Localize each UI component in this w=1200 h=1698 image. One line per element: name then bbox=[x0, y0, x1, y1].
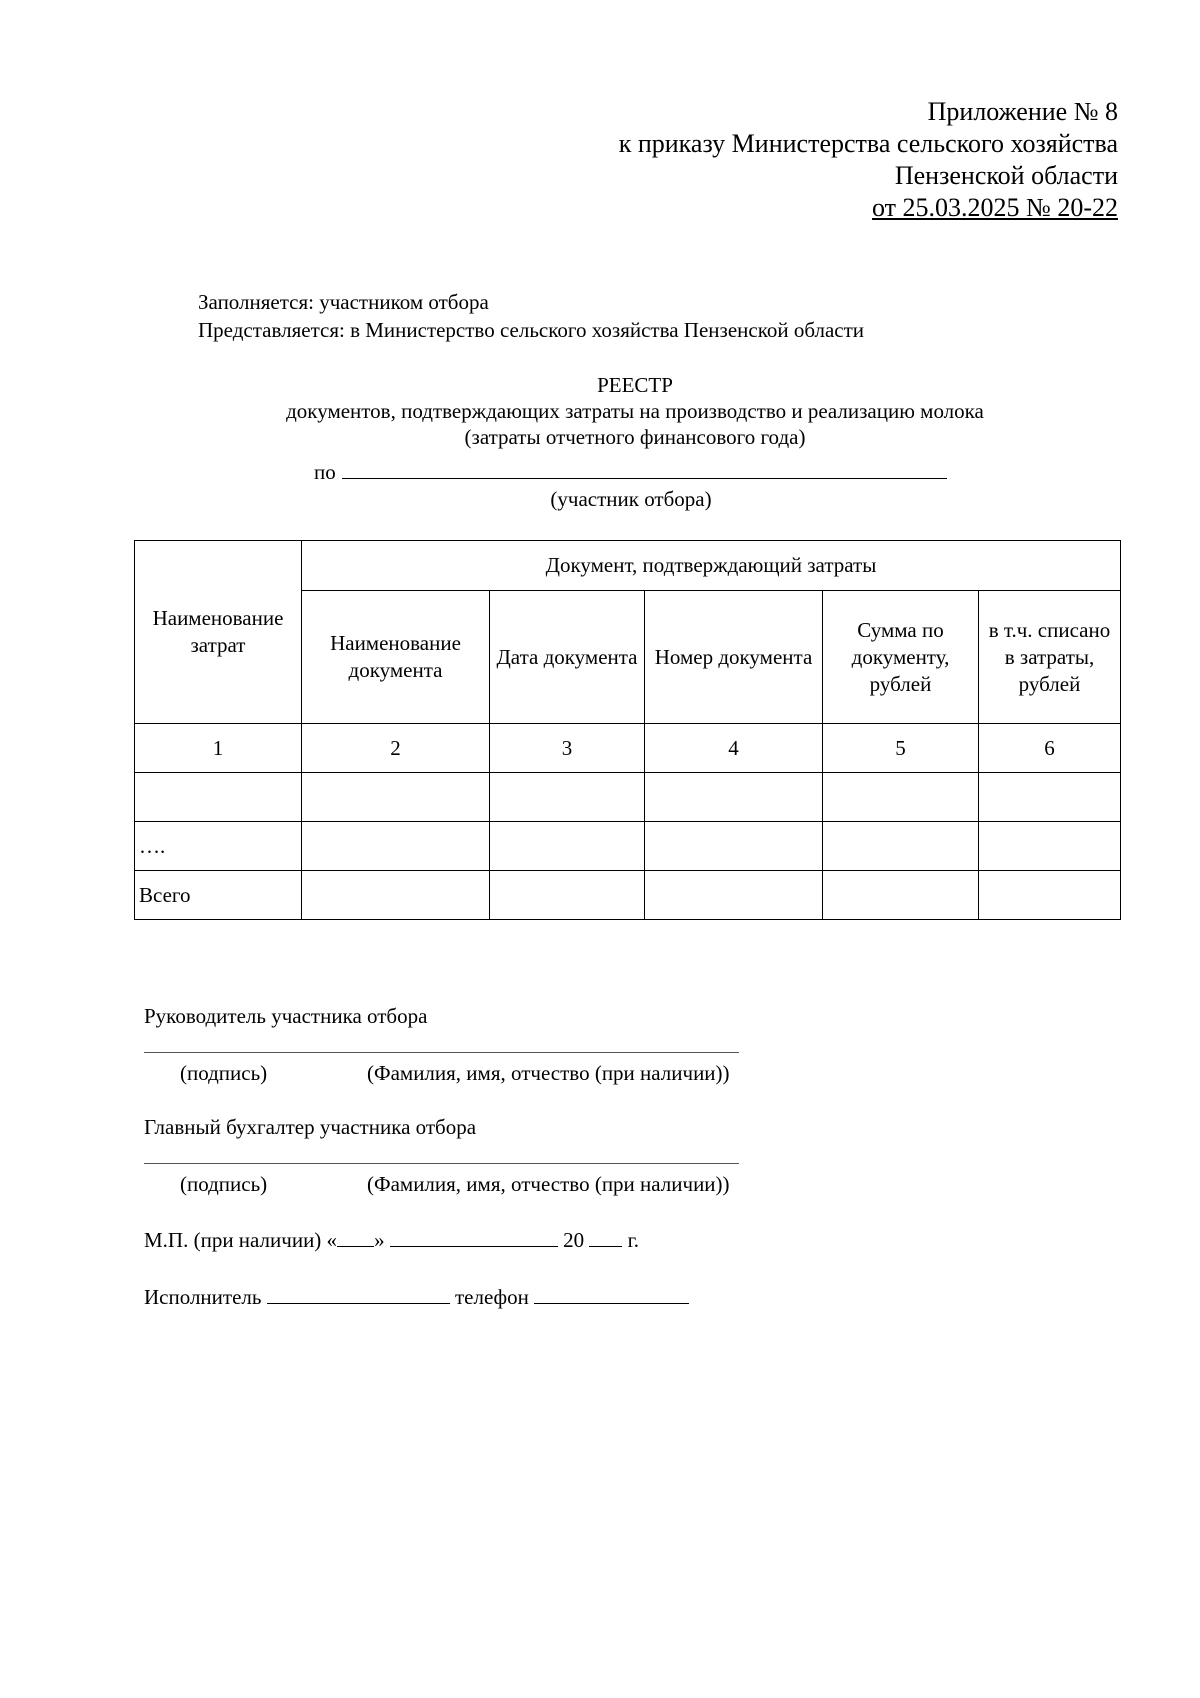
col-written-off: в т.ч. списано в затраты, рублей bbox=[979, 591, 1121, 724]
appendix-header bbox=[619, 96, 1118, 224]
phone-label: телефон bbox=[454, 1285, 529, 1309]
col-number: 4 bbox=[645, 724, 823, 773]
phone-field[interactable] bbox=[534, 1285, 689, 1304]
accountant-fio-caption: (Фамилия, имя, отчество (при наличии)) bbox=[367, 1172, 730, 1196]
table-row-total bbox=[135, 871, 1121, 920]
table-cell bbox=[823, 871, 979, 920]
col-number: 6 bbox=[979, 724, 1121, 773]
table-cell bbox=[645, 822, 823, 871]
col-doc-sum: Сумма по документу, рублей bbox=[823, 591, 979, 724]
table-cell bbox=[823, 822, 979, 871]
year-prefix: 20 bbox=[563, 1228, 585, 1252]
appendix-order-ref: к приказу Министерства сельского хозяйства bbox=[618, 129, 1118, 158]
table-cell bbox=[302, 871, 490, 920]
head-label: Руководитель участника отбора bbox=[144, 1004, 428, 1028]
table-row bbox=[135, 822, 1121, 871]
appendix-date: от 25.03.2025 № 20-22 bbox=[872, 193, 1118, 222]
table-cell bbox=[490, 773, 645, 822]
head-fio-caption: (Фамилия, имя, отчество (при наличии)) bbox=[367, 1061, 730, 1085]
table-cell bbox=[645, 871, 823, 920]
col-doc-date: Дата документа bbox=[490, 591, 645, 724]
submitted-to: Представляется: в Министерство сельского хозяйства Пензенской области bbox=[198, 318, 865, 342]
table-cell bbox=[979, 822, 1121, 871]
table-cell bbox=[302, 822, 490, 871]
accountant-sign-caption: (подпись) bbox=[180, 1172, 268, 1196]
title-heading: РЕЕСТР bbox=[597, 373, 673, 397]
document-title bbox=[0, 372, 1200, 450]
title-subtitle: документов, подтверждающих затраты на производство и реализацию молока bbox=[286, 399, 984, 423]
year-suffix: г. bbox=[627, 1228, 640, 1252]
filled-by: Заполняется: участником отбора bbox=[198, 290, 489, 314]
table-cell bbox=[823, 773, 979, 822]
year-field[interactable] bbox=[589, 1228, 622, 1247]
accountant-signature-line[interactable] bbox=[144, 1163, 739, 1164]
executor-label: Исполнитель bbox=[144, 1285, 262, 1309]
head-signature-line[interactable] bbox=[144, 1052, 739, 1053]
col-number: 1 bbox=[135, 724, 302, 773]
stamp-date-line bbox=[144, 1227, 639, 1253]
table-cell bbox=[979, 773, 1121, 822]
col-number: 2 bbox=[302, 724, 490, 773]
table-cell bbox=[490, 822, 645, 871]
participant-line bbox=[314, 458, 947, 485]
table-cell bbox=[645, 773, 823, 822]
row-label: …. bbox=[135, 822, 302, 871]
day-field[interactable] bbox=[337, 1228, 374, 1247]
col-cost-name: Наименование затрат bbox=[135, 541, 302, 724]
col-doc-number: Номер документа bbox=[645, 591, 823, 724]
register-table bbox=[134, 540, 1121, 920]
col-group-document: Документ, подтверждающий затраты bbox=[302, 541, 1121, 591]
table-cell bbox=[302, 773, 490, 822]
row-label-total: Всего bbox=[135, 871, 302, 920]
form-meta bbox=[198, 288, 864, 344]
appendix-region: Пензенской области bbox=[894, 161, 1118, 190]
mp-label: М.П. (при наличии) « bbox=[144, 1228, 338, 1252]
executor-field[interactable] bbox=[267, 1285, 450, 1304]
participant-field[interactable] bbox=[342, 458, 947, 479]
table-cell bbox=[490, 871, 645, 920]
table-cell bbox=[979, 871, 1121, 920]
table-header-row bbox=[135, 541, 1121, 591]
accountant-label: Главный бухгалтер участника отбора bbox=[144, 1115, 477, 1139]
col-number: 3 bbox=[490, 724, 645, 773]
po-label: по bbox=[314, 460, 336, 484]
column-numbers-row bbox=[135, 724, 1121, 773]
executor-line bbox=[144, 1284, 689, 1310]
col-doc-name: Наименование документа bbox=[302, 591, 490, 724]
participant-caption: (участник отбора) bbox=[550, 487, 712, 511]
mp-close: » bbox=[374, 1228, 385, 1252]
month-field[interactable] bbox=[390, 1228, 558, 1247]
table-row bbox=[135, 773, 1121, 822]
head-sign-caption: (подпись) bbox=[180, 1061, 268, 1085]
col-number: 5 bbox=[823, 724, 979, 773]
appendix-number: Приложение № 8 bbox=[927, 97, 1118, 126]
title-period: (затраты отчетного финансового года) bbox=[464, 425, 806, 449]
row-label bbox=[135, 773, 302, 822]
